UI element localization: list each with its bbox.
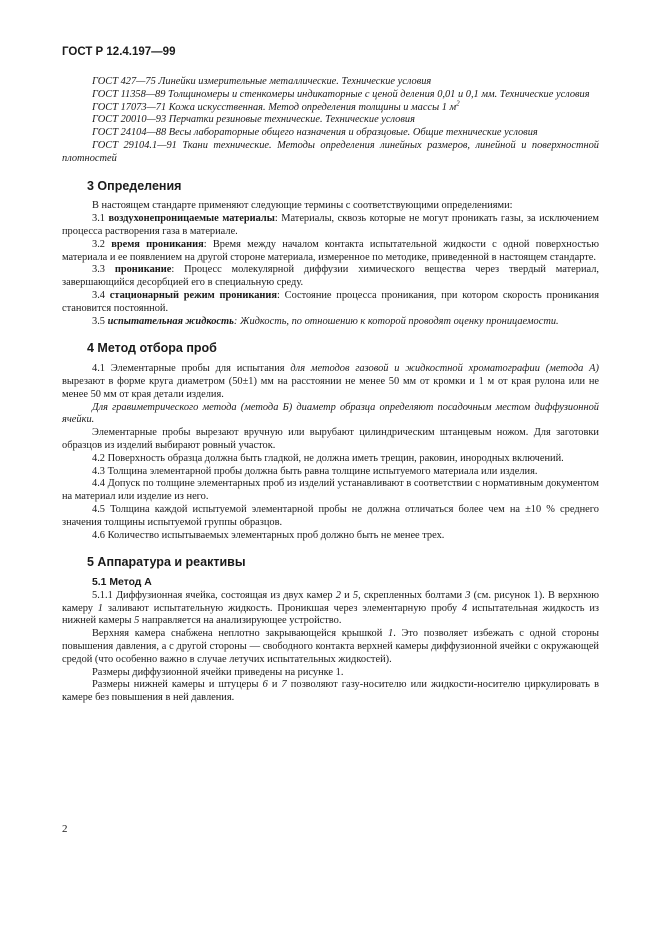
definition-3-2: 3.2 время проникания: Время между началом контакта испытательной жидкости с одной поверхностью материала и ее появлением на другой стороне материала, измеренное по методике, приведенной в настоящем стандарте. — [62, 238, 599, 263]
paragraph-4-4: 4.4 Допуск по толщине элементарных проб из изделий устанавливают в соответствии с нормативным документом на материал или изделие из него. — [62, 478, 599, 503]
document-header: ГОСТ Р 12.4.197—99 — [62, 46, 176, 58]
page-number: 2 — [62, 823, 68, 835]
reference-item: ГОСТ 17073—71 Кожа искусственная. Метод определения толщины и массы 1 $м^2$ — [92, 99, 460, 113]
reference-item: ГОСТ 20010—93 Перчатки резиновые технические. Технические условия — [92, 114, 415, 126]
reference-item: ГОСТ 427—75 Линейки измерительные металлические. Технические условия — [92, 76, 432, 87]
definition-3-3: 3.3 проникание: Процесс молекулярной диффузии химического вещества через твердый материал, завершающийся десорбцией его в специальную среду. — [62, 264, 599, 289]
subsection-5-1-heading: 5.1 Метод А — [92, 577, 152, 589]
definition-3-1: 3.1 воздухонепроницаемые материалы: Материалы, сквозь которые не могут проникать газы, за исключением процесса растворения газа в материале. — [62, 213, 599, 237]
paragraph-4-6: 4.6 Количество испытываемых элементарных проб должно быть не менее трех. — [92, 529, 445, 541]
references-list — [62, 76, 599, 166]
section-5-heading: 5 Аппаратура и реактивы — [87, 555, 246, 570]
paragraph-4-1: 4.1 Элементарные пробы для испытания для методов газовой и жидкостной хроматографии (метода А) вырезают в форме круга диаметром (50±1) мм на расстоянии не менее 50 мм от кромки и 1 м от края рулона или не менее 50 мм от края детали изделия. — [62, 363, 599, 400]
section-3-heading: 3 Определения — [87, 178, 182, 193]
reference-item: ГОСТ 29104.1—91 Ткани технические. Методы определения линейных размеров, линейной и поверхностной плотностей — [62, 139, 599, 164]
section-4-heading: 4 Метод отбора проб — [87, 341, 217, 356]
reference-item: ГОСТ 24104—88 Весы лабораторные общего назначения и образцовые. Общие технические условия — [92, 127, 538, 139]
section-3-intro: В настоящем стандарте применяют следующие термины с соответствующими определениями: — [92, 200, 513, 212]
paragraph-4-2: 4.2 Поверхность образца должна быть гладкой, не должна иметь трещин, раковин, инородных включений. — [92, 452, 564, 464]
paragraph-5-1-1-fittings: Размеры нижней камеры и штуцеры 6 и 7 позволяют газу-носителю или жидкости-носителю циркулировать в камере без повышения в ней давления. — [62, 679, 599, 704]
paragraph-4-5: 4.5 Толщина каждой испытуемой элементарной пробы не должна отличаться более чем на ±10 % среднего значения толщины испытуемой группы образцов. — [62, 503, 599, 528]
definition-3-5: 3.5 испытательная жидкость: Жидкость, по отношению к которой проводят оценку проницаемости. — [92, 315, 559, 327]
paragraph-5-1-1-dimensions: Размеры диффузионной ячейки приведены на рисунке 1. — [92, 666, 344, 678]
paragraph-5-1-1: 5.1.1 Диффузионная ячейка, состоящая из двух камер 2 и 5, скрепленных болтами 3 (см. рисунок 1). В верхнюю камеру 1 заливают испытательную жидкость. Проникшая через элементарную пробу 4 испытательная жидкость из нижней камеры 5 направляется на анализирующее устройство. — [62, 589, 599, 627]
reference-item: ГОСТ 11358—89 Толщиномеры и стенкомеры индикаторные с ценой деления 0,01 и 0,1 мм. Технические условия — [92, 88, 590, 100]
paragraph-4-1-cutting: Элементарные пробы вырезают вручную или вырубают цилиндрическим штанцевым ножом. Для заготовки образцов из изделий выбирают ровный участок. — [62, 427, 599, 451]
paragraph-4-3: 4.3 Толщина элементарной пробы должна быть равна толщине испытуемого материала или изделия. — [92, 465, 538, 477]
paragraph-4-1-gravimetric: Для гравиметрического метода (метода Б) диаметр образца определяют посадочным местом диффузионной ячейки. — [62, 401, 599, 426]
paragraph-5-1-1-lid: Верхняя камера снабжена неплотно закрывающейся крышкой 1. Это позволяет избежать с одной стороны повышения давления, а с другой стороны — свободного контакта верхней камеры диффузионной ячейки с окружающей средой (что особенно важно в случае летучих испытательных жидкостей). — [62, 628, 599, 665]
document-body — [62, 76, 599, 705]
definition-3-4: 3.4 стационарный режим проникания: Состояние процесса проникания, при котором скорость проникания становится постоянной. — [62, 289, 599, 314]
superscript: 2 — [456, 99, 460, 108]
